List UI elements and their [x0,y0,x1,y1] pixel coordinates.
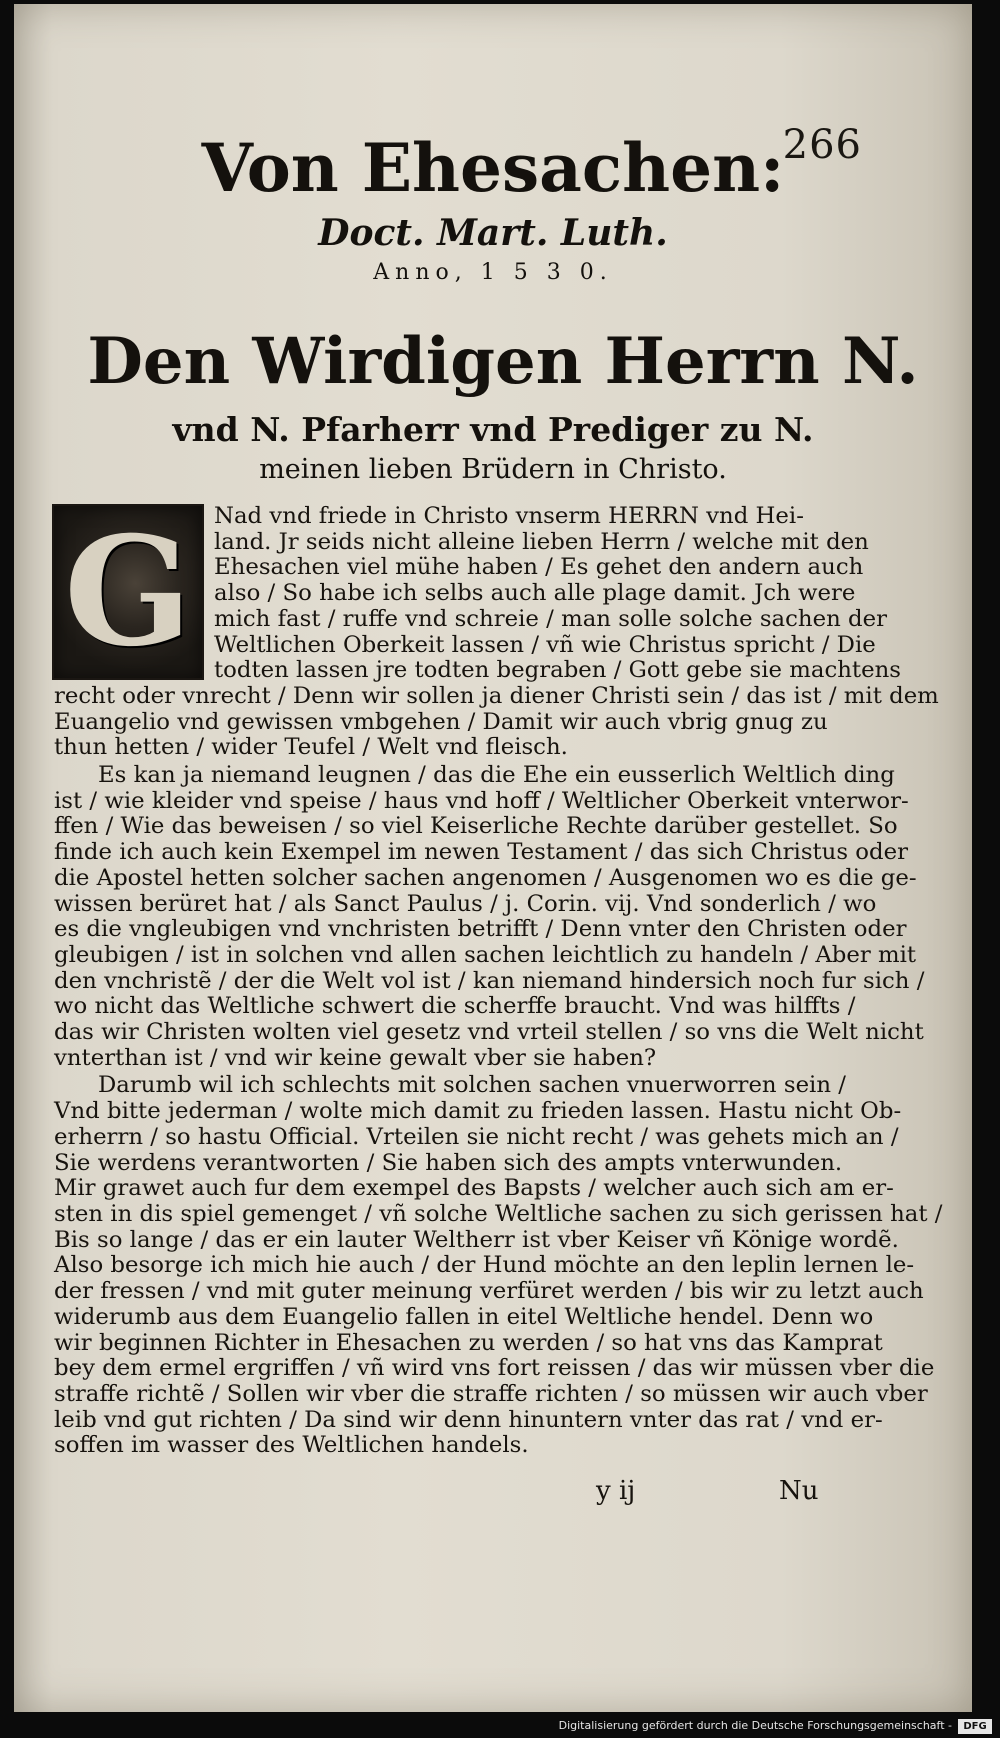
dedication-recipients: meinen lieben Brüdern in Christo. [259,454,727,485]
text-line: sten in dis spiel gemenget / vñ solche Weltliche sachen zu sich gerissen hat / [54,1200,943,1227]
text-line: widerumb aus dem Euangelio fallen in eitel Weltliche hendel. Denn wo [54,1303,874,1330]
dedication-subheading: vnd N. Pfarherr vnd Prediger zu N. [172,410,814,449]
text-line: Darumb wil ich schlechts mit solchen sachen vnuerworren sein / [98,1072,846,1099]
text-line: todten lassen jre todten begraben / Gott gebe sie machtens [214,657,901,684]
text-line: wir beginnen Richter in Ehesachen zu werden / so hat vns das Kamprat [54,1329,883,1356]
text-line: straffe richtẽ / Sollen wir vber die straffe richten / so müssen wir auch vber [54,1380,928,1407]
text-line: thun hetten / wider Teufel / Welt vnd fleisch. [54,734,568,761]
dfg-logo: DFG [958,1719,992,1734]
year-line: Anno, 1 5 3 0. [373,260,613,285]
text-line: Es kan ja niemand leugnen / das die Ehe ein eusserlich Weltlich ding [98,762,895,789]
text-line: Sie werdens verantworten / Sie haben sich des ampts vnterwunden. [54,1149,843,1176]
text-line: den vnchristẽ / der die Welt vol ist / kan niemand hindersich noch fur sich / [54,967,925,994]
text-line: es die vngleubigen vnd vnchristen betrifft / Denn vnter den Christen oder [54,916,907,943]
text-line: mich fast / ruffe vnd schreie / man solle solche sachen der [214,605,887,632]
text-line: vnterthan ist / vnd wir keine gewalt vber sie haben? [54,1044,657,1071]
text-line: Mir grawet auch fur dem exempel des Bapsts / welcher auch sich am er- [54,1175,894,1202]
book-page [14,4,972,1712]
catchword: Nu [779,1476,819,1506]
text-line: Euangelio vnd gewissen vmbgehen / Damit wir auch vbrig gnug zu [54,708,828,735]
text-line: Ehesachen viel mühe haben / Es gehet den andern auch [214,554,864,581]
text-line: Weltlichen Oberkeit lassen / vñ wie Christus spricht / Die [214,631,876,658]
author-line: Doct. Mart. Luth. [318,212,668,254]
text-line: finde ich auch kein Exempel im newen Testament / das sich Christus oder [54,839,909,866]
text-line: Also besorge ich mich hie auch / der Hund möchte an den leplin lernen le- [54,1252,915,1279]
text-line: land. Jr seids nicht alleine lieben Herrn / welche mit den [214,528,869,555]
text-line: ist / wie kleider vnd speise / haus vnd hoff / Weltlicher Oberkeit vnterwor- [54,787,909,814]
text-line: Vnd bitte jederman / wolte mich damit zu frieden lassen. Hastu nicht Ob- [54,1098,902,1125]
text-line: ffen / Wie das beweisen / so viel Keiserliche Rechte darüber gestellet. So [54,813,898,840]
text-line: bey dem ermel ergriffen / vñ wird vns fort reissen / das wir müssen vber die [54,1355,935,1382]
initial-letter: G [63,504,193,680]
signature-mark: y ij [596,1476,636,1506]
text-line: die Apostel hetten solcher sachen angenomen / Ausgenomen wo es die ge- [54,864,917,891]
page-title: Von Ehesachen: [201,129,785,207]
body-text [54,503,943,1459]
text-line: wo nicht das Weltliche schwert die scherffe braucht. Vnd was hilffts / [54,993,856,1020]
text-line: recht oder vnrecht / Denn wir sollen ja diener Christi sein / das ist / mit dem [54,682,939,709]
text-line: gleubigen / ist in solchen vnd allen sachen leichtlich zu handeln / Aber mit [54,941,917,968]
funding-credit: Digitalisierung gefördert durch die Deutsche Forschungsgemeinschaft - [558,1719,952,1732]
text-line: Nad vnd friede in Christo vnserm HERRN vnd Hei- [214,503,804,529]
text-line: wissen berüret hat / als Sanct Paulus / j. Corin. vij. Vnd sonderlich / wo [54,890,877,917]
credit-bar [0,1712,1000,1738]
text-line: das wir Christen wolten viel gesetz vnd vrteil stellen / so vns die Welt nicht [54,1019,924,1046]
text-line: Bis so lange / das er ein lauter Weltherr ist vber Keiser vñ Könige wordẽ. [54,1226,899,1253]
page-number: 266 [782,122,862,168]
text-line: der fressen / vnd mit guter meinung verfüret werden / bis wir zu letzt auch [54,1278,924,1305]
text-line: soffen im wasser des Weltlichen handels. [54,1432,529,1459]
dedication-heading: Den Wirdigen Herrn N. [87,324,919,399]
text-line: also / So habe ich selbs auch alle plage damit. Jch were [214,580,856,607]
text-line: erherrn / so hastu Official. Vrteilen sie nicht recht / was gehets mich an / [54,1123,899,1150]
text-line: leib vnd gut richten / Da sind wir denn hinuntern vnter das rat / vnd er- [54,1406,883,1433]
